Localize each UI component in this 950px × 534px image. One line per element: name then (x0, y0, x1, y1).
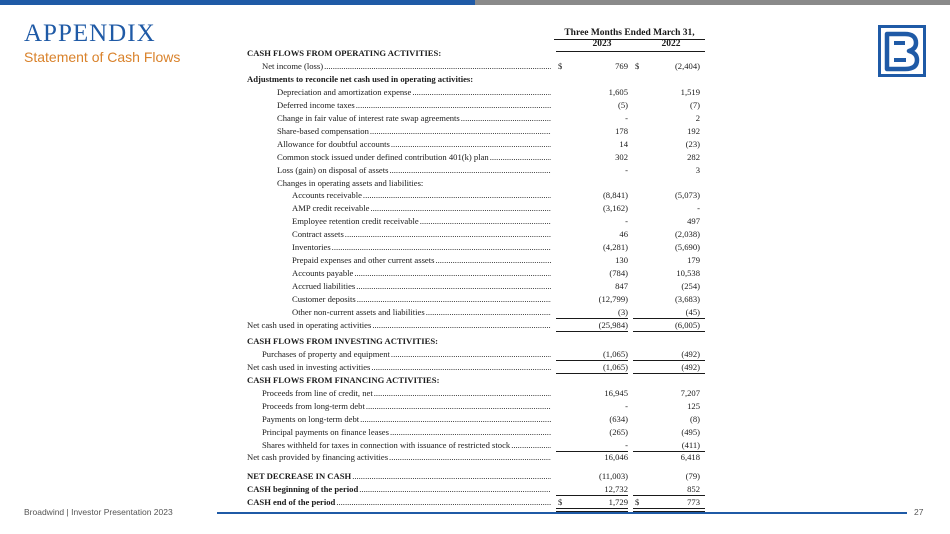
row-label-text: Net cash provided by financing activities (247, 452, 389, 463)
table-row (0, 99, 950, 112)
leader-dots (355, 99, 551, 112)
value-2022: (254) (681, 281, 700, 292)
row-label-text: Changes in operating assets and liabilities: (277, 177, 424, 188)
value-2023: 14 (619, 138, 628, 149)
leader-dots (411, 86, 551, 99)
currency-symbol: $ (558, 497, 563, 508)
row-label-text: Customer deposits (292, 294, 356, 304)
value-2022: (79) (685, 471, 700, 482)
row-label (247, 47, 551, 60)
row-label (292, 293, 551, 306)
value-2023: 302 (615, 151, 628, 162)
leader-dots (389, 426, 551, 439)
row-label-text: Employee retention credit receivable (292, 216, 419, 227)
row-label-text: CASH beginning of the period (247, 484, 359, 495)
value-2022: 10,538 (676, 268, 700, 279)
value-2022: (23) (685, 138, 700, 149)
table-row (0, 293, 950, 306)
value-2023: 16,945 (604, 387, 628, 398)
row-label (262, 60, 551, 73)
table-row (0, 451, 950, 464)
value-2022: (492) (681, 361, 700, 372)
leader-dots (390, 348, 551, 361)
page-title: APPENDIX (24, 20, 156, 47)
row-label-text: Net income (loss) (262, 60, 324, 71)
value-2022: (2,038) (674, 229, 700, 240)
leader-dots (369, 202, 551, 215)
value-2022: (45) (685, 307, 700, 317)
value-2022: 852 (687, 484, 700, 495)
table-row (0, 215, 950, 228)
table-row (0, 400, 950, 413)
table-row (0, 348, 950, 361)
value-2023: 178 (615, 125, 628, 136)
table-row (0, 73, 950, 86)
table-row (0, 86, 950, 99)
row-label-text: Accounts payable (292, 268, 354, 279)
value-2023: (3) (617, 307, 628, 317)
value-2023: - (625, 439, 628, 450)
leader-dots (356, 293, 551, 306)
value-2023: 130 (615, 255, 628, 266)
row-label-text: Adjustments to reconcile net cash used in operating activities: (247, 73, 474, 84)
leader-dots (344, 228, 551, 241)
leader-dots (351, 470, 551, 483)
leader-dots (365, 400, 551, 413)
value-2022: 3 (695, 164, 700, 175)
value-2023: (265) (609, 426, 628, 437)
table-row (0, 241, 950, 254)
value-2023: (3,162) (602, 203, 628, 214)
value-2023: (25,984) (598, 319, 628, 330)
value-2022: (7) (689, 99, 700, 110)
value-2023: 769 (615, 60, 628, 71)
table-row (0, 374, 950, 387)
leader-dots (362, 189, 551, 202)
value-2022: 2 (695, 112, 700, 123)
table-row (0, 189, 950, 202)
row-label (262, 400, 551, 413)
row-label (247, 374, 551, 387)
row-label-text: Accrued liabilities (292, 281, 356, 292)
value-2023: (5) (617, 99, 628, 110)
value-2023: 847 (615, 281, 628, 292)
leader-dots (355, 280, 551, 293)
value-2023: 1,729 (608, 497, 628, 508)
leader-dots (460, 112, 551, 125)
leader-dots (335, 496, 551, 509)
leader-dots (369, 125, 551, 138)
row-label-text: CASH FLOWS FROM OPERATING ACTIVITIES: (247, 48, 442, 58)
footer-text: Broadwind | Investor Presentation 2023 (24, 507, 173, 517)
value-2022: (6,005) (674, 319, 700, 330)
leader-dots (358, 483, 551, 496)
row-label-text: NET DECREASE IN CASH (247, 471, 352, 482)
table-row (0, 47, 950, 60)
table-row (0, 280, 950, 293)
row-label (262, 348, 551, 361)
row-label (277, 125, 551, 138)
leader-dots (419, 215, 551, 228)
table-row (0, 177, 950, 190)
top-accent-bar-gray (475, 0, 950, 5)
row-label-text: Loss (gain) on disposal of assets (277, 164, 389, 175)
row-label-text: Deferred income taxes (277, 99, 355, 110)
leader-dots (323, 60, 551, 73)
subtotal-rule (556, 331, 628, 332)
leader-dots (388, 164, 551, 177)
row-label (292, 215, 551, 228)
row-label (292, 306, 551, 319)
row-label-text: Allowance for doubtful accounts (277, 138, 390, 149)
row-label (247, 361, 551, 374)
value-2022: 6,418 (680, 452, 700, 463)
table-row (0, 335, 950, 348)
row-label-text: CASH FLOWS FROM INVESTING ACTIVITIES: (247, 335, 439, 346)
row-label-text: Payments on long-term debt (262, 413, 360, 424)
value-2022: (2,404) (674, 60, 700, 71)
row-label-text: Purchases of property and equipment (262, 348, 390, 359)
top-accent-bar-blue (0, 0, 475, 5)
row-label-text: Accounts receivable (292, 190, 362, 201)
leader-dots (390, 138, 551, 151)
table-row (0, 202, 950, 215)
row-label-text: Principal payments on finance leases (262, 426, 389, 437)
year-header-2023: 2023 (592, 39, 612, 49)
row-label (277, 112, 551, 125)
leader-dots (388, 451, 551, 464)
row-label (277, 86, 551, 99)
table-row (0, 60, 950, 73)
value-2022: (3,683) (674, 294, 700, 304)
value-2023: (634) (609, 413, 628, 424)
row-label (277, 164, 551, 177)
leader-dots (371, 319, 551, 332)
value-2022: 192 (687, 125, 700, 136)
leader-dots (434, 254, 551, 267)
value-2022: (5,073) (674, 190, 700, 201)
table-row (0, 151, 950, 164)
row-label-text: Common stock issued under defined contribution 401(k) plan (277, 151, 489, 162)
row-label (292, 228, 551, 241)
value-2023: - (625, 216, 628, 227)
footer-rule (217, 512, 907, 514)
leader-dots (359, 413, 551, 426)
table-row (0, 470, 950, 483)
value-2023: (4,281) (602, 242, 628, 253)
value-2022: 1,519 (680, 86, 700, 97)
table-row (0, 164, 950, 177)
table-row (0, 426, 950, 439)
row-label-text: Proceeds from long-term debt (262, 400, 365, 411)
page-subtitle: Statement of Cash Flows (24, 49, 181, 65)
value-2022: 179 (687, 255, 700, 266)
subtotal-rule (633, 331, 705, 332)
page-number: 27 (914, 507, 924, 517)
value-2023: 1,605 (608, 86, 628, 97)
row-label (277, 138, 551, 151)
row-label-text: Depreciation and amortization expense (277, 86, 412, 97)
row-label (292, 202, 551, 215)
row-label (292, 189, 551, 202)
row-label-text: Prepaid expenses and other current assets (292, 255, 435, 266)
value-2023: (11,003) (598, 471, 628, 482)
row-label-text: AMP credit receivable (292, 203, 370, 214)
row-label (262, 413, 551, 426)
row-label (277, 151, 551, 164)
row-label (262, 439, 551, 452)
value-2022: 773 (687, 497, 700, 508)
leader-dots (353, 267, 551, 280)
table-row (0, 413, 950, 426)
row-label (247, 470, 551, 483)
row-label (247, 319, 551, 332)
value-2023: 16,046 (604, 452, 628, 463)
value-2022: - (697, 203, 700, 214)
row-label (292, 254, 551, 267)
row-label-text: Proceeds from line of credit, net (262, 387, 373, 398)
value-2022: (492) (681, 348, 700, 359)
row-label (247, 73, 551, 86)
currency-symbol: $ (558, 60, 563, 71)
leader-dots (373, 387, 551, 400)
table-row (0, 319, 950, 332)
row-label-text: Shares withheld for taxes in connection with issuance of restricted stock (262, 439, 511, 450)
value-2022: (8) (689, 413, 700, 424)
row-label-text: Inventories (292, 242, 331, 253)
row-label-text: CASH end of the period (247, 497, 336, 508)
leader-dots (489, 151, 551, 164)
row-label-text: Net cash used in investing activities (247, 361, 371, 372)
table-row (0, 483, 950, 496)
value-2022: (411) (681, 439, 700, 450)
value-2022: (5,690) (674, 242, 700, 253)
row-label (277, 99, 551, 112)
row-label (292, 280, 551, 293)
row-label (277, 177, 551, 190)
value-2022: 125 (687, 400, 700, 411)
leader-dots (510, 439, 551, 452)
table-row (0, 267, 950, 280)
value-2022: 7,207 (680, 387, 700, 398)
row-label-text: Share-based compensation (277, 125, 369, 136)
value-2023: (8,841) (602, 190, 628, 201)
leader-dots (331, 241, 551, 254)
currency-symbol: $ (635, 497, 640, 508)
row-label (262, 426, 551, 439)
table-row (0, 306, 950, 319)
leader-dots (370, 361, 551, 374)
value-2023: - (625, 400, 628, 411)
table-row (0, 361, 950, 374)
row-label (247, 451, 551, 464)
year-header-2022: 2022 (661, 39, 681, 49)
row-label (247, 483, 551, 496)
period-header: Three Months Ended March 31, (554, 28, 705, 40)
value-2022: (495) (681, 426, 700, 437)
row-label (292, 241, 551, 254)
table-row (0, 138, 950, 151)
row-label (247, 335, 551, 348)
value-2023: (1,065) (602, 361, 628, 372)
table-row (0, 228, 950, 241)
table-row (0, 125, 950, 138)
table-row (0, 254, 950, 267)
row-label-text: Other non-current assets and liabilities (292, 307, 425, 317)
row-label (292, 267, 551, 280)
value-2022: 282 (687, 151, 700, 162)
value-2023: (12,799) (598, 294, 628, 304)
value-2023: - (625, 112, 628, 123)
table-row (0, 439, 950, 452)
row-label-text: Net cash used in operating activities (247, 319, 372, 330)
value-2023: 12,732 (604, 484, 628, 495)
currency-symbol: $ (635, 60, 640, 71)
value-2023: (1,065) (602, 348, 628, 359)
row-label-text: Contract assets (292, 229, 344, 240)
table-row (0, 112, 950, 125)
table-row (0, 387, 950, 400)
value-2022: 497 (687, 216, 700, 227)
leader-dots (425, 306, 551, 319)
value-2023: 46 (619, 229, 628, 240)
value-2023: - (625, 164, 628, 175)
row-label-text: CASH FLOWS FROM FINANCING ACTIVITIES: (247, 374, 440, 385)
row-label (262, 387, 551, 400)
row-label-text: Change in fair value of interest rate swap agreements (277, 112, 460, 123)
row-label (247, 496, 551, 509)
value-2023: (784) (609, 268, 628, 279)
